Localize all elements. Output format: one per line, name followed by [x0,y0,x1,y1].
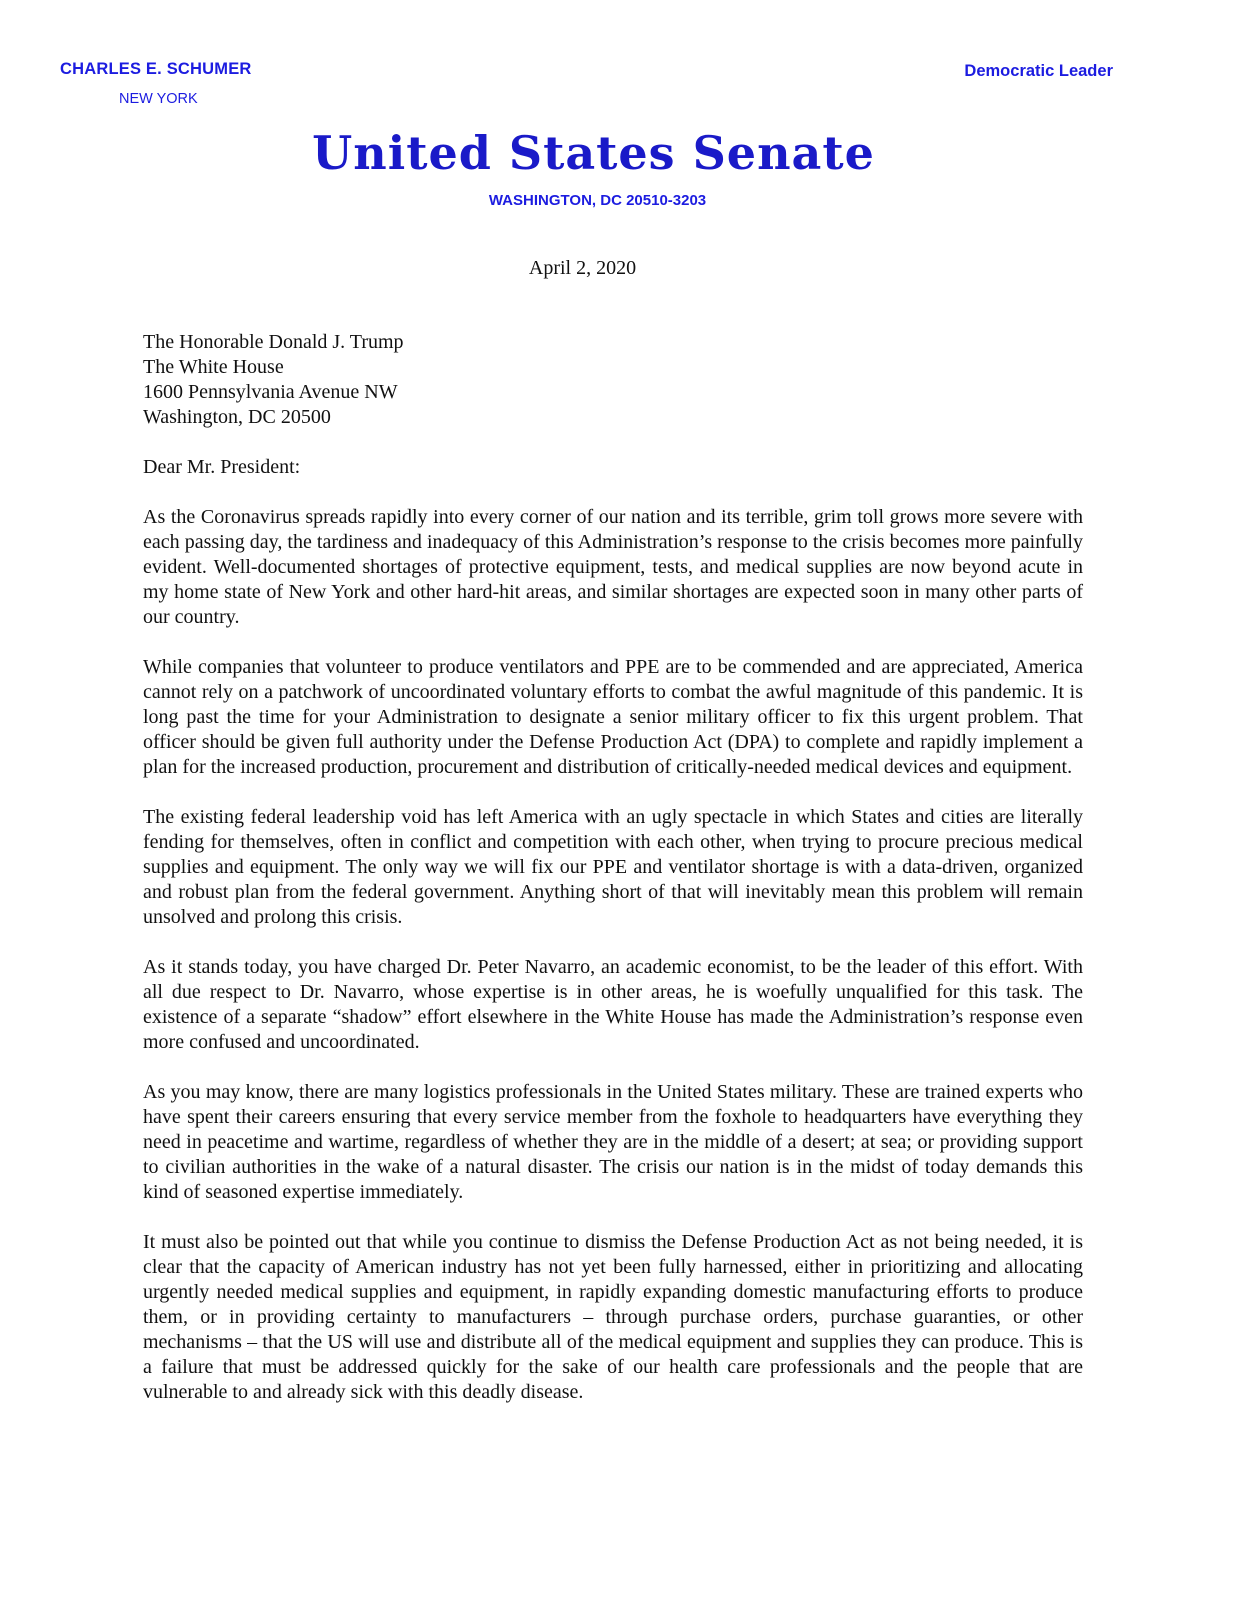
body-paragraph: It must also be pointed out that while you continue to dismiss the Defense Production Act as not being needed, it is clear that the capacity of American industry has not yet been fully harnessed, either in prioritizing and allocating urgently needed medical supplies and equipment, in rapidly expanding domestic manufacturing efforts to produce them, or in providing certainty to manufacturers – through purchase orders, purchase guaranties, or other mechanisms – that the US will use and distribute all of the medical equipment and supplies they can produce. This is a failure that must be addressed quickly for the sake of our health care professionals and the people that are vulnerable to and already sick with this deadly disease. [143,1231,1083,1403]
recipient-line: Washington, DC 20500 [143,406,331,428]
recipient-block [143,330,1083,430]
recipient-line: The White House [143,356,284,378]
senator-state: NEW YORK [119,91,198,107]
body-paragraph: As the Coronavirus spreads rapidly into every corner of our nation and its terrible, grim toll grows more severe with each passing day, the tardiness and inadequacy of this Administration’s response to the crisis becomes more painfully evident. Well-documented shortages of protective equipment, tests, and medical supplies are now beyond acute in my home state of New York and other hard-hit areas, and similar shortages are expected soon in many other parts of our country. [143,506,1083,628]
salutation: Dear Mr. President: [143,456,301,478]
senator-role: Democratic Leader [964,62,1113,80]
recipient-line: 1600 Pennsylvania Avenue NW [143,381,398,403]
recipient-line: The Honorable Donald J. Trump [143,331,404,353]
body-paragraph: While companies that volunteer to produce ventilators and PPE are to be commended and are appreciated, America cannot rely on a patchwork of uncoordinated voluntary efforts to combat the awful magnitude of this pandemic. It is long past the time for your Administration to designate a senior military officer to fix this urgent problem. That officer should be given full authority under the Defense Production Act (DPA) to complete and rapidly implement a plan for the increased production, procurement and distribution of critically-needed medical devices and equipment. [143,656,1083,778]
senator-name: CHARLES E. SCHUMER [60,60,252,78]
body-paragraph: As it stands today, you have charged Dr. Peter Navarro, an academic economist, to be the leader of this effort. With all due respect to Dr. Navarro, whose expertise is in other areas, he is woefully unqualified for this task. The existence of a separate “shadow” effort elsewhere in the White House has made the Administration’s response even more confused and uncoordinated. [143,956,1083,1053]
letter-date: April 2, 2020 [528,257,637,279]
body-paragraph: As you may know, there are many logistics professionals in the United States military. These are trained experts who have spent their careers ensuring that every service member from the foxhole to headquarters have everything they need in peacetime and wartime, regardless of whether they are in the middle of a desert; at sea; or providing support to civilian authorities in the wake of a natural disaster. The crisis our nation is in the midst of today demands this kind of seasoned expertise immediately. [143,1081,1083,1203]
letter-body [143,330,1083,1405]
letterhead-address: WASHINGTON, DC 20510-3203 [488,192,707,209]
letterhead-title: United States Senate [312,126,875,180]
body-paragraph: The existing federal leadership void has left America with an ugly spectacle in which States and cities are literally fending for themselves, often in conflict and competition with each other, when trying to procure precious medical supplies and equipment. The only way we will fix our PPE and ventilator shortage is with a data-driven, organized and robust plan from the federal government. Anything short of that will inevitably mean this problem will remain unsolved and prolong this crisis. [143,806,1083,928]
